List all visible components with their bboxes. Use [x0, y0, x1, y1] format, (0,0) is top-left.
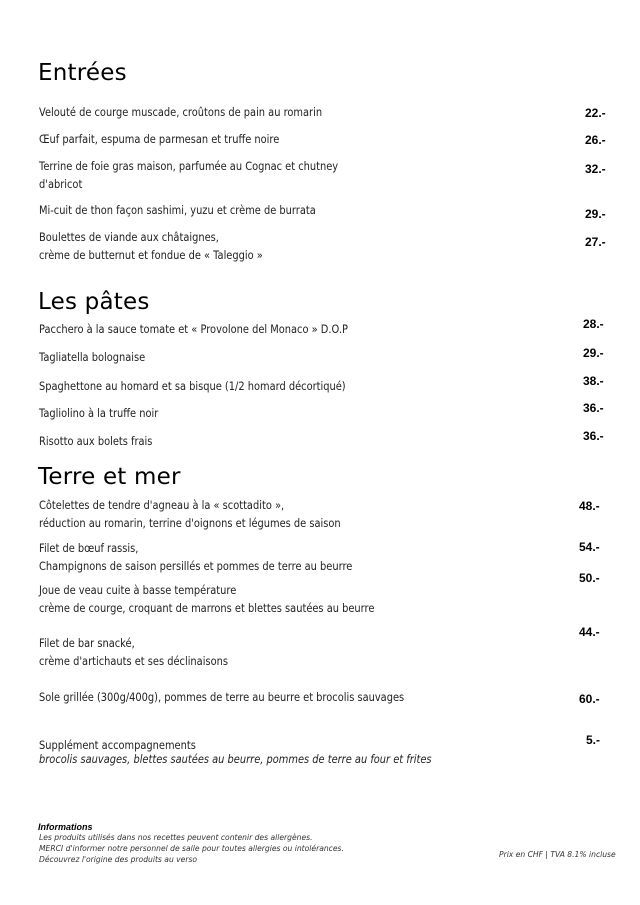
item-line: crème d'artichauts et ses déclinaisons [39, 655, 228, 668]
menu-item-pate-2 [39, 349, 145, 367]
item-line: crème de courge, croquant de marrons et blettes sautées au beurre [39, 602, 375, 615]
item-price: 54.- [579, 540, 600, 554]
item-price: 26.- [585, 133, 606, 147]
item-price: 60.- [579, 692, 600, 706]
menu-item-pate-4 [39, 405, 158, 423]
item-line: Risotto aux bolets frais [39, 435, 153, 448]
menu-item-entree-5 [39, 229, 263, 265]
item-line: Œuf parfait, espuma de parmesan et truffe noire [39, 133, 280, 146]
menu-item-entree-4 [39, 202, 316, 220]
section-title-pates: Les pâtes [38, 289, 150, 315]
item-price: 28.- [583, 317, 604, 331]
item-line: Filet de bar snacké, [39, 637, 135, 650]
supplement-detail: brocolis sauvages, blettes sautées au beurre, pommes de terre au four et frites [39, 753, 432, 766]
info-line: Les produits utilisés dans nos recettes peuvent contenir des allergènes. [39, 833, 313, 842]
menu-item-entree-2 [39, 131, 279, 149]
item-line: d'abricot [39, 178, 83, 191]
item-line: Velouté de courge muscade, croûtons de pain au romarin [39, 106, 323, 119]
item-price: 22.- [585, 106, 606, 120]
item-price: 32.- [585, 162, 606, 176]
price-note: Prix en CHF | TVA 8.1% incluse [499, 850, 616, 859]
item-line: réduction au romarin, terrine d'oignons et légumes de saison [39, 517, 341, 530]
supplement-block [39, 737, 432, 769]
item-line: Mi-cuit de thon façon sashimi, yuzu et crème de burrata [39, 204, 316, 217]
item-line: Filet de bœuf rassis, [39, 542, 139, 555]
menu-item-pate-5 [39, 433, 152, 451]
item-price: 27.- [585, 235, 606, 249]
info-title: Informations [38, 822, 93, 832]
menu-item-terre-5 [39, 689, 404, 707]
item-line: Tagliolino à la truffe noir [39, 407, 159, 420]
item-price: 48.- [579, 499, 600, 513]
item-line: Terrine de foie gras maison, parfumée au Cognac et chutney [39, 160, 339, 173]
item-price: 29.- [585, 207, 606, 221]
menu-item-pate-3 [39, 378, 346, 396]
item-line: Pacchero à la sauce tomate et « Provolone del Monaco » D.O.P [39, 323, 348, 336]
item-line: Spaghettone au homard et sa bisque (1/2 homard décortiqué) [39, 380, 346, 393]
item-line: Joue de veau cuite à basse température [39, 584, 237, 597]
item-line: Tagliatella bolognaise [39, 351, 146, 364]
item-line: Côtelettes de tendre d'agneau à la « scottadito », [39, 499, 285, 512]
item-price: 29.- [583, 346, 604, 360]
info-notes [39, 832, 344, 865]
info-line: MERCI d'informer notre personnel de salle pour toutes allergies ou intolérances. [39, 844, 344, 853]
menu-item-terre-4 [39, 635, 228, 671]
menu-item-entree-3 [39, 158, 338, 194]
item-price: 50.- [579, 571, 600, 585]
item-price: 44.- [579, 625, 600, 639]
item-price: 36.- [583, 401, 604, 415]
item-line: Boulettes de viande aux châtaignes, [39, 231, 219, 244]
info-line: Découvrez l'origine des produits au verso [39, 855, 198, 864]
menu-item-terre-1 [39, 497, 341, 533]
section-title-entrees: Entrées [38, 60, 127, 86]
supplement-title: Supplément accompagnements [39, 739, 196, 752]
item-line: crème de butternut et fondue de « Taleggio » [39, 249, 263, 262]
item-line: Champignons de saison persillés et pommes de terre au beurre [39, 560, 353, 573]
item-price: 38.- [583, 374, 604, 388]
item-price: 36.- [583, 429, 604, 443]
menu-item-entree-1 [39, 104, 322, 122]
menu-item-terre-2 [39, 540, 352, 576]
section-title-terre-et-mer: Terre et mer [38, 464, 181, 490]
menu-item-pate-1 [39, 321, 348, 339]
item-line: Sole grillée (300g/400g), pommes de terre au beurre et brocolis sauvages [39, 691, 405, 704]
supplement-price: 5.- [586, 733, 601, 747]
menu-item-terre-3 [39, 582, 374, 618]
